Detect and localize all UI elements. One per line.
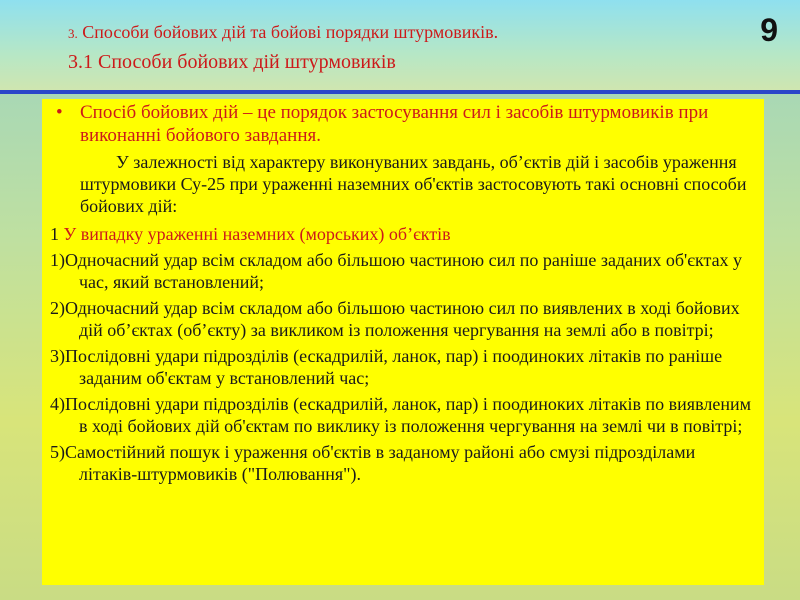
list-item: 3)Послідовні удари підрозділів (ескадрилій, ланок, пар) і поодиноких літаків по раніше заданим об'єктам у встановлений час; [50,346,723,388]
header-divider [0,90,800,94]
bullet-icon: • [56,102,63,123]
section-title: У випадку ураженні наземних (морських) об’єктів [63,224,451,244]
title-text: Способи бойових дій та бойові порядки штурмовиків. [82,22,499,42]
slide-title [68,22,498,43]
content-box [42,99,764,585]
slide-number: 9 [760,12,778,48]
section-number: 1 [50,224,59,244]
header-band [0,0,800,90]
list-item: 5)Самостійний пошук і ураження об'єктів в заданому районі або смузі підрозділами літаків-штурмовиків ("Полювання"). [50,442,696,484]
list-item: 2)Одночасний удар всім складом або більшою частиною сил по виявлених в ході бойових дій об’єктах (об’єкту) за викликом із положення чергування на землі або в повітрі; [50,298,740,340]
title-number: 3. [68,26,78,41]
slide-subtitle: 3.1 Способи бойових дій штурмовиків [68,51,396,73]
definition-text: Спосіб бойових дій – це порядок застосування сил і засобів штурмовиків при виконанні бойового завдання. [80,102,709,146]
intro-paragraph: У залежності від характеру виконуваних завдань, об’єктів дій і засобів ураження штурмовики Су-25 при ураженні наземних об'єктів застосовують такі основні способи бойових дій: [80,152,747,216]
section-heading [50,223,754,245]
list-item: 1)Одночасний удар всім складом або більшою частиною сил по раніше заданих об'єктах у час, який встановлений; [50,250,743,292]
definition-bullet [50,101,754,147]
list-item: 4)Послідовні удари підрозділів (ескадрилій, ланок, пар) і поодиноких літаків по виявленим в ході бойових дій об'єктам по виклику із положення чергування на землі чи в повітрі; [50,394,751,436]
